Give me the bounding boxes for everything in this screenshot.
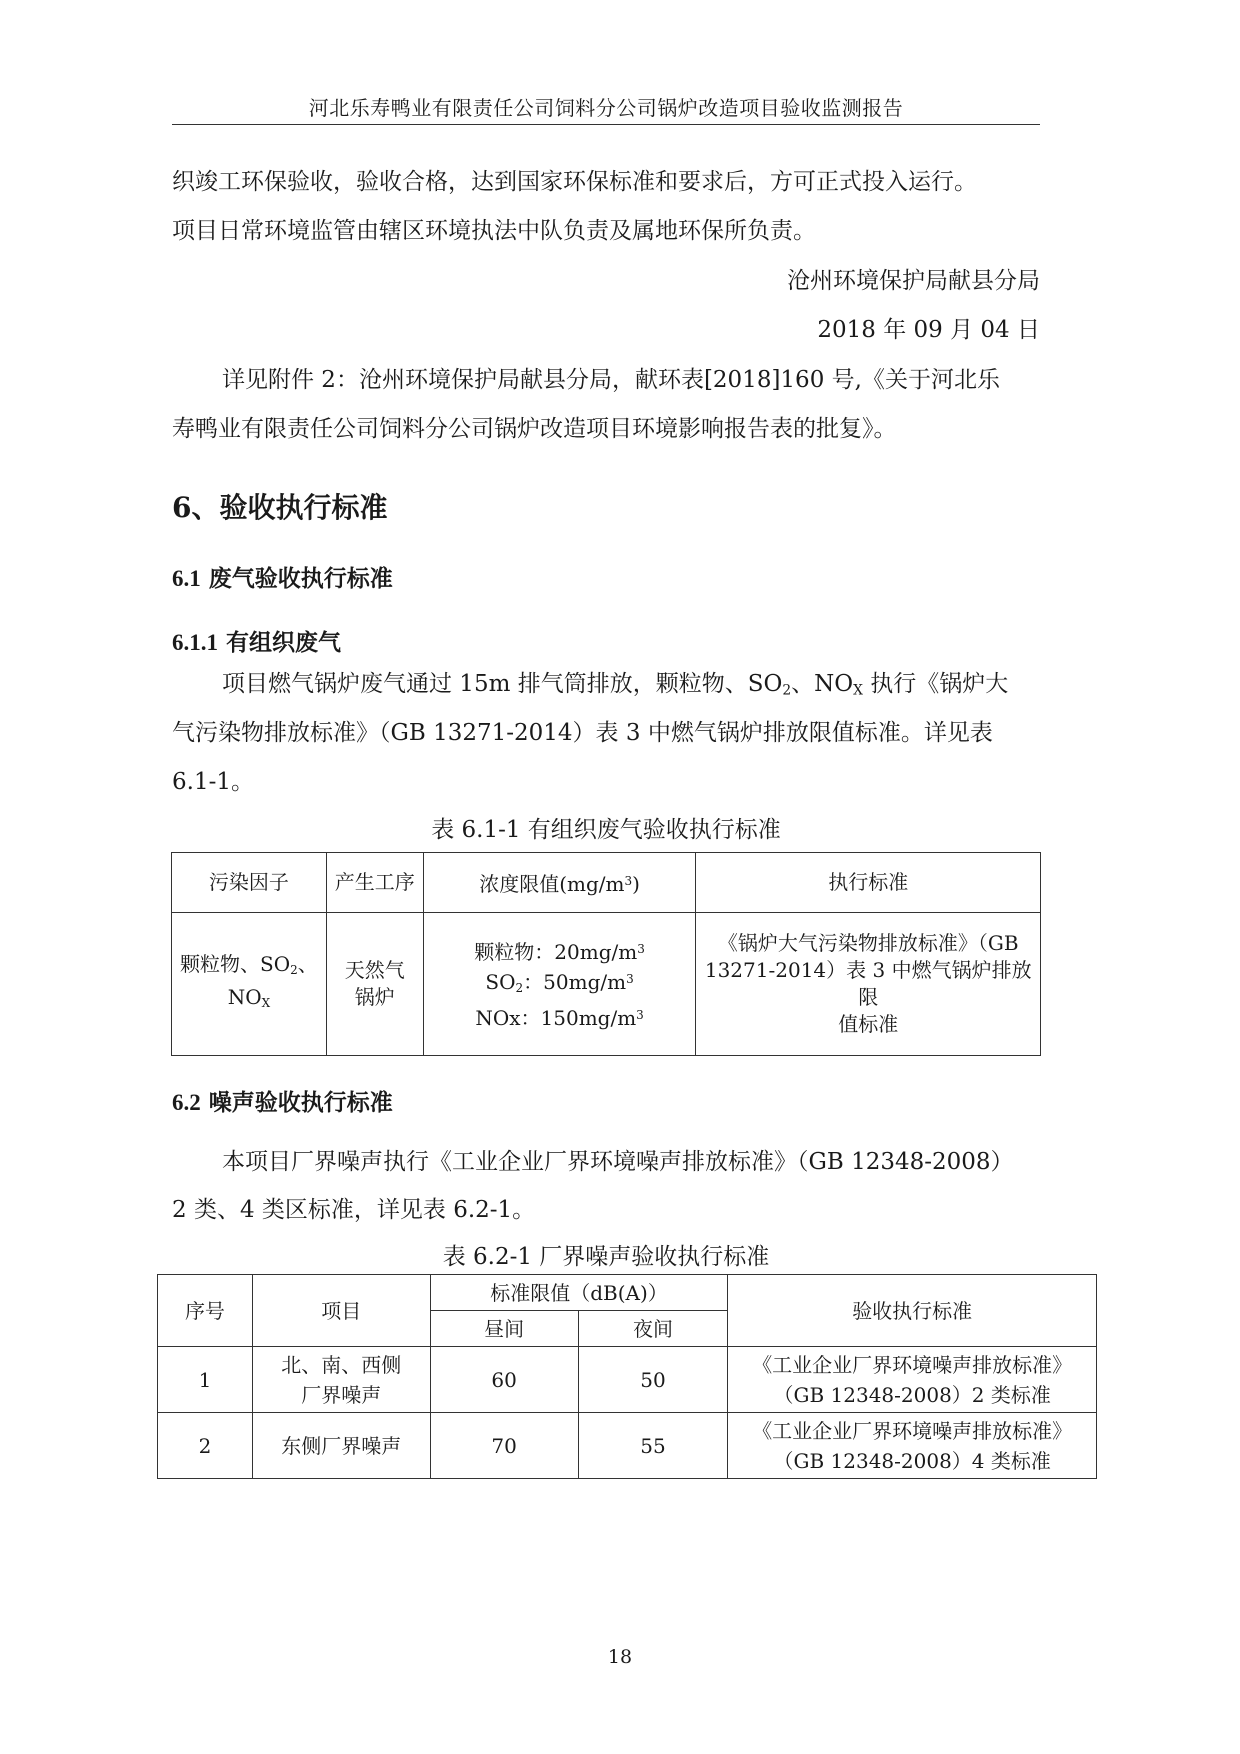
table-6-1-1-caption: 表 6.1-1 有组织废气验收执行标准 [431,817,781,843]
header-night: 夜间 [578,1311,728,1347]
table-row [172,913,1041,1056]
cell-day: 60 [430,1347,578,1413]
attachment-line-2: 寿鸭业有限责任公司饲料分公司锅炉改造项目环境影响报告表的批复》。 [172,416,897,442]
section-6-1-1-para-line-1: 项目燃气锅炉废气通过 15m 排气筒排放，颗粒物、$SO_2$、$NO_X$ 执行《锅炉大 [222,671,1009,699]
section-6-1-number: 6.1 [172,566,201,591]
cell-seq: 2 [158,1413,253,1479]
table-6-2-1-caption: 表 6.2-1 厂界噪声验收执行标准 [442,1244,770,1270]
table-header-row [158,1275,1097,1311]
table-6-2-1 [157,1274,1097,1479]
section-6-1-1-para-line-2: 气污染物排放标准》（GB 13271-2014）表 3 中燃气锅炉排放限值标准。详见表 [172,720,993,746]
section-6-2-title: 噪声验收执行标准 [208,1089,393,1116]
section-6-1-heading [172,560,393,593]
header-process: 产生工序 [326,853,423,913]
cell-process: 天然气 锅炉 [326,913,423,1056]
cell-item: 东侧厂界噪声 [252,1413,430,1479]
header-limit: 浓度限值$(mg/m^3)$ [423,853,696,913]
cell-standard: 《锅炉大气污染物排放标准》（GB 13271-2014）表 3 中燃气锅炉排放限 值标准 [696,913,1041,1056]
intro-line-1: 织竣工环保验收，验收合格，达到国家环保标准和要求后，方可正式投入运行。 [172,169,977,195]
section-6-1-1-title: 有组织废气 [226,629,342,656]
section-6-2-para-line-2: 2 类、4 类区标准，详见表 6.2-1。 [172,1197,536,1223]
page-header: 河北乐寿鸭业有限责任公司饲料分公司锅炉改造项目验收监测报告 [308,96,904,120]
signer: 沧州环境保护局献县分局 [787,268,1040,294]
header-pollutant: 污染因子 [172,853,327,913]
table-6-1-1 [171,852,1041,1056]
cell-limit: 颗粒物：$20mg/m^3$ $SO_2$：$50mg/m^3$ NOx：$150mg/m^3$ [423,913,696,1056]
cell-night: 50 [578,1347,728,1413]
header-rule [172,124,1040,125]
table-row [158,1347,1097,1413]
section-6-heading: 6、验收执行标准 [172,491,388,524]
intro-line-2: 项目日常环境监管由辖区环境执法中队负责及属地环保所负责。 [172,218,816,244]
page-number: 18 [607,1646,633,1668]
header-standard: 执行标准 [696,853,1041,913]
header-limit: 标准限值（dB(A)） [430,1275,728,1311]
attachment-line-1: 详见附件 2：沧州环境保护局献县分局，献环表[2018]160 号,《关于河北乐 [222,367,1000,393]
section-6-2-para-line-1: 本项目厂界噪声执行《工业企业厂界环境噪声排放标准》（GB 12348-2008） [222,1149,1014,1175]
section-6-1-1-heading [172,624,341,657]
section-6-2-number: 6.2 [172,1090,201,1115]
cell-item: 北、南、西侧 厂界噪声 [252,1347,430,1413]
header-standard: 验收执行标准 [728,1275,1097,1347]
cell-standard: 《工业企业厂界环境噪声排放标准》 （GB 12348-2008）4 类标准 [728,1413,1097,1479]
section-6-1-1-para-line-3: 6.1-1。 [172,769,254,795]
header-day: 昼间 [430,1311,578,1347]
section-6-1-title: 废气验收执行标准 [208,565,393,592]
issue-date: 2018 年 09 月 04 日 [817,317,1040,343]
table-header-row [172,853,1041,913]
header-seq: 序号 [158,1275,253,1347]
section-6-2-heading [172,1084,393,1117]
cell-seq: 1 [158,1347,253,1413]
cell-pollutant: 颗粒物、$SO_2$、 $NO_X$ [172,913,327,1056]
cell-day: 70 [430,1413,578,1479]
header-item: 项目 [252,1275,430,1347]
table-row [158,1413,1097,1479]
section-6-1-1-number: 6.1.1 [172,630,218,655]
cell-night: 55 [578,1413,728,1479]
cell-standard: 《工业企业厂界环境噪声排放标准》 （GB 12348-2008）2 类标准 [728,1347,1097,1413]
